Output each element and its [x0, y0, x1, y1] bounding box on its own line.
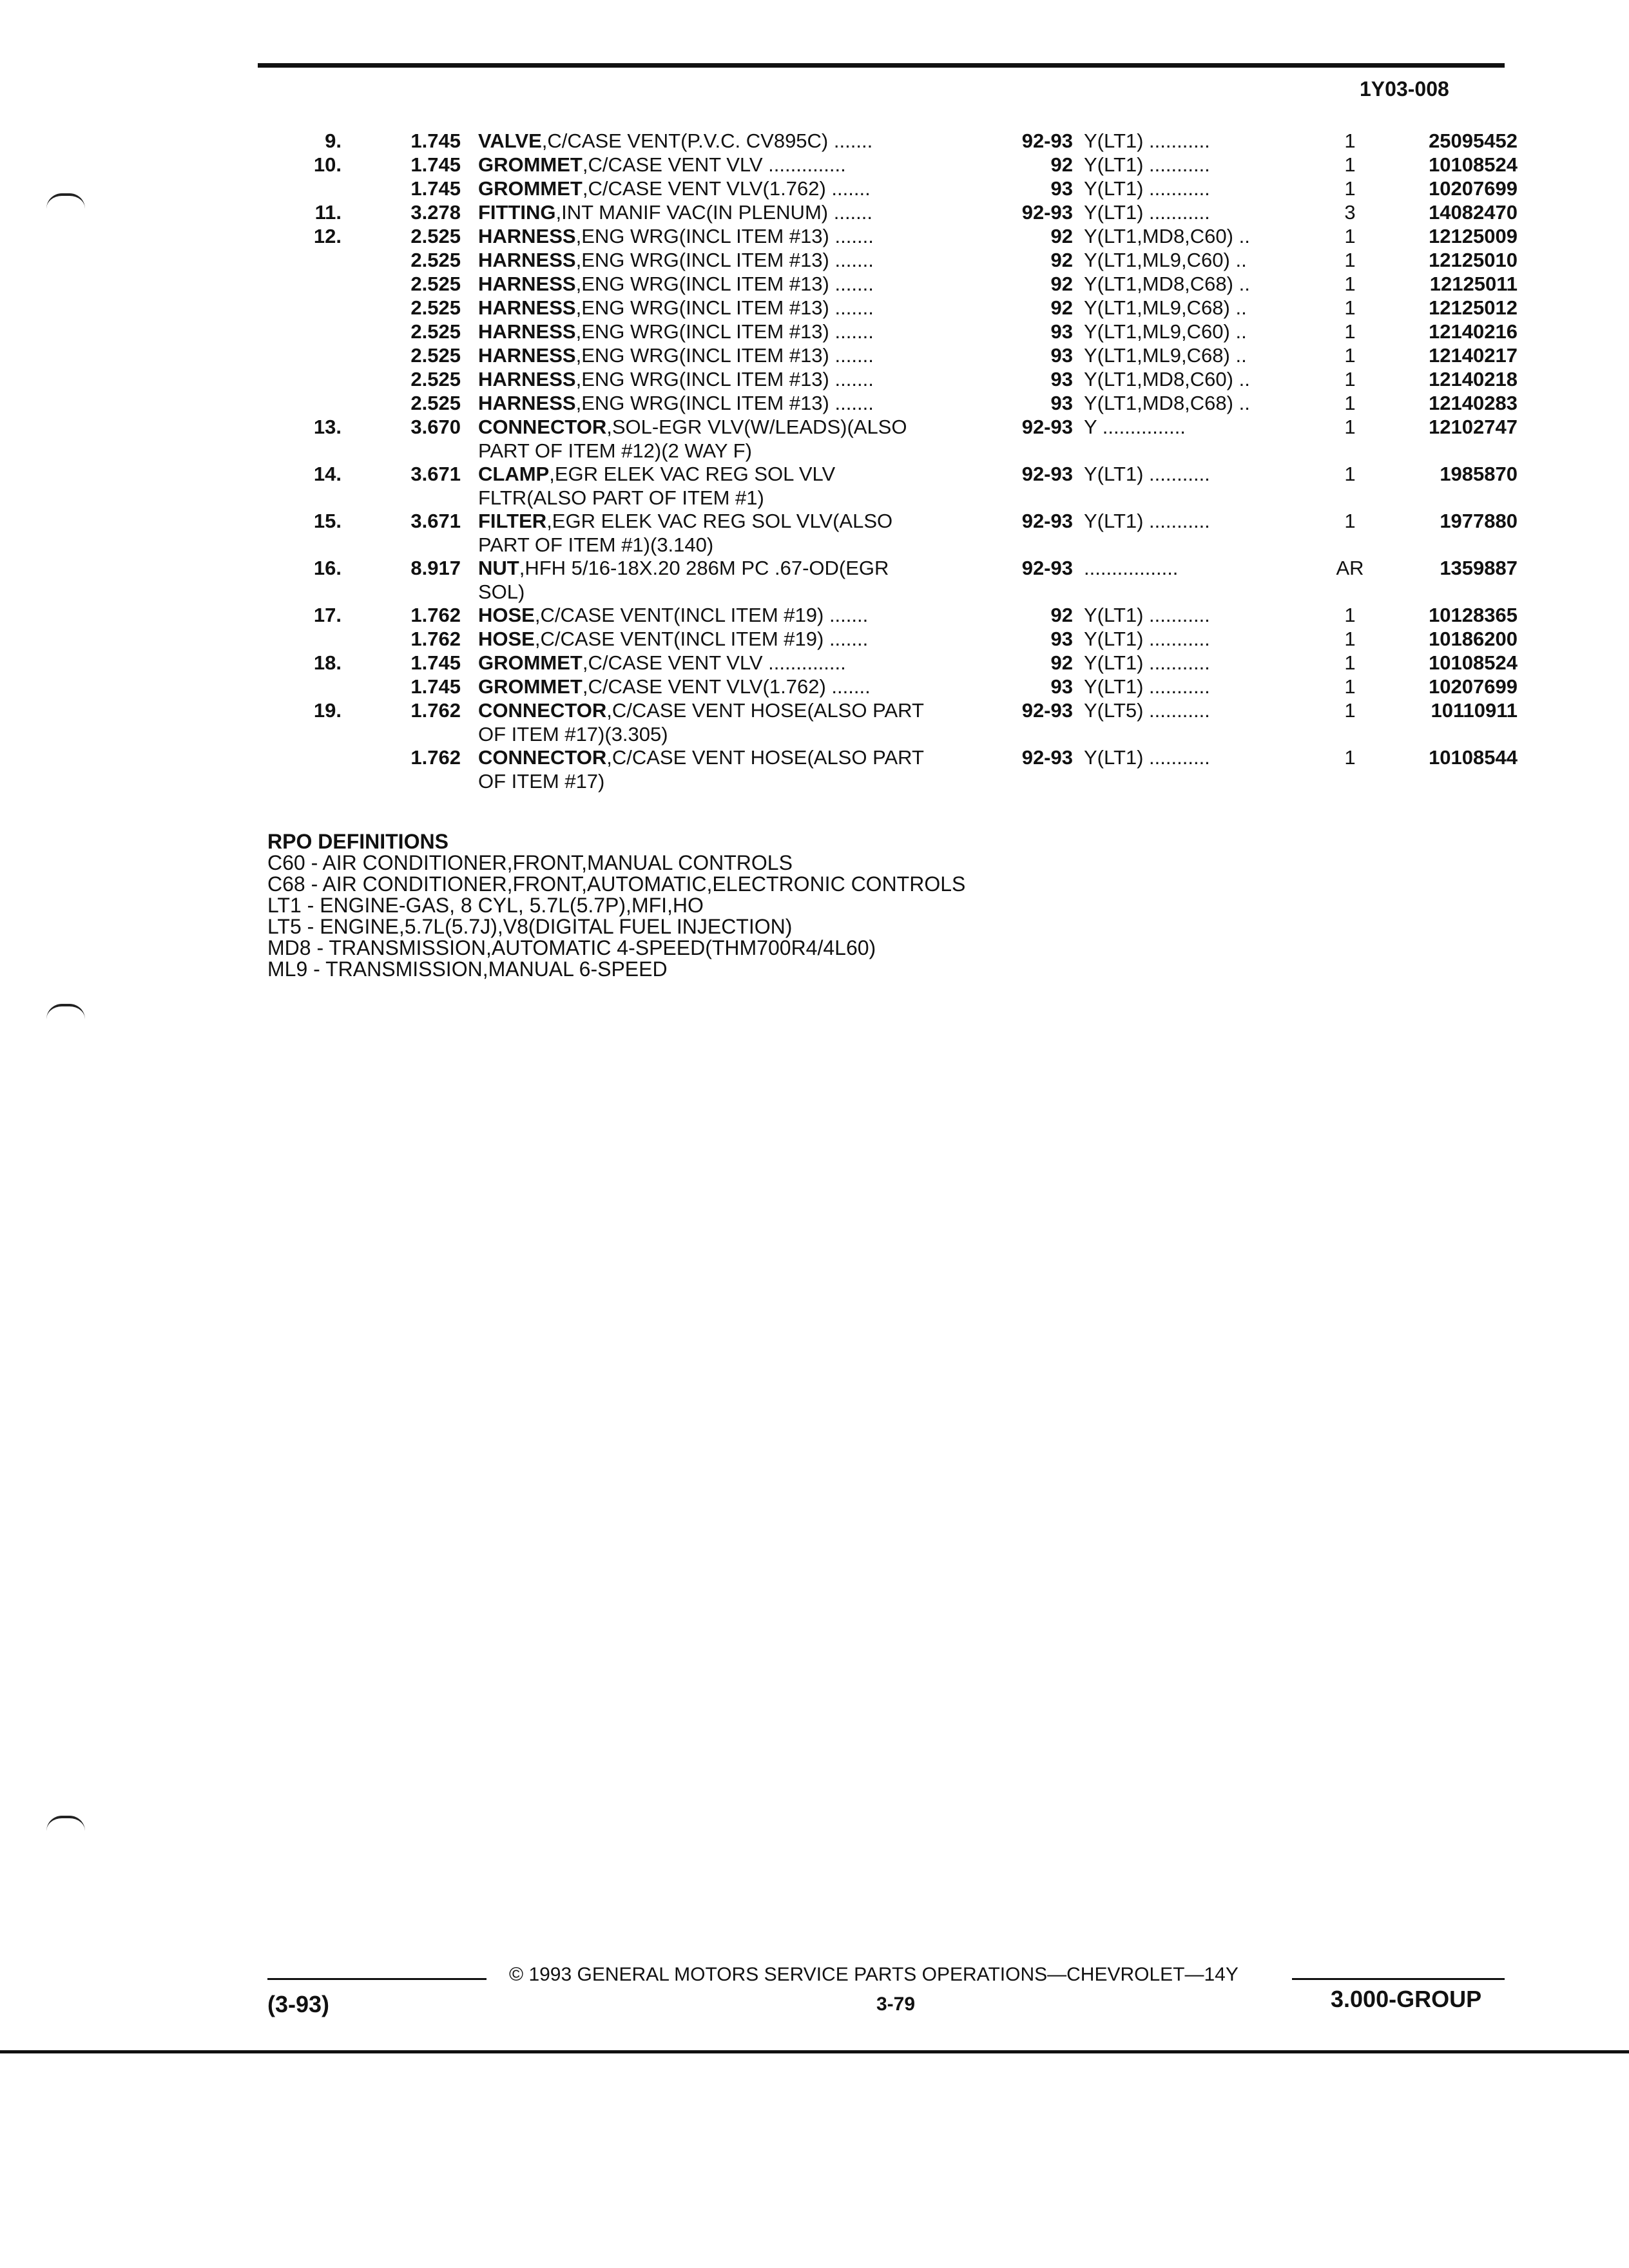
table-row [296, 153, 1521, 177]
part-number: 12140283 [1429, 392, 1518, 414]
part-number: 1985870 [1440, 463, 1518, 485]
quantity: 1 [1344, 153, 1356, 176]
part-number: 12140217 [1429, 344, 1518, 367]
table-row-continuation [296, 769, 1521, 793]
usage-code: Y ............... [1084, 416, 1186, 438]
quantity: 1 [1344, 675, 1356, 698]
part-number: 14082470 [1429, 201, 1518, 224]
part-detail: ,ENG WRG(INCL ITEM #13) [575, 344, 829, 367]
table-row [296, 272, 1521, 296]
item-number: 18. [313, 651, 342, 674]
quantity: 1 [1344, 392, 1356, 414]
model-year: 92-93 [1021, 510, 1073, 532]
part-name: CONNECTOR [478, 699, 607, 722]
item-number: 13. [313, 416, 342, 438]
figure-number: 2.525 [410, 273, 461, 295]
table-row [296, 603, 1521, 627]
usage-code: Y(LT1) ........... [1084, 604, 1210, 626]
rpo-line: C68 - AIR CONDITIONER,FRONT,AUTOMATIC,ELECTRONIC CONTROLS [267, 872, 966, 896]
table-row [296, 391, 1521, 415]
model-year: 93 [1050, 320, 1073, 343]
leader-dots: .............. [768, 153, 846, 176]
figure-number: 2.525 [410, 368, 461, 390]
table-row [296, 509, 1521, 533]
quantity: 1 [1344, 249, 1356, 271]
part-detail: ,C/CASE VENT(INCL ITEM #19) [534, 604, 824, 626]
usage-code: Y(LT1) ........... [1084, 153, 1210, 176]
top-rule [258, 63, 1505, 68]
usage-code: Y(LT1) ........... [1084, 130, 1210, 152]
part-number: 10110911 [1431, 699, 1518, 722]
part-detail: ,C/CASE VENT HOSE(ALSO PART [606, 699, 924, 722]
quantity: 1 [1344, 177, 1356, 200]
model-year: 92 [1050, 604, 1073, 626]
usage-code: Y(LT1,ML9,C60) .. [1084, 249, 1247, 271]
part-name: HARNESS [478, 320, 576, 343]
part-detail: ,EGR ELEK VAC REG SOL VLV(ALSO [546, 510, 893, 532]
figure-number: 1.762 [410, 699, 461, 722]
description-continuation: SOL) [478, 581, 525, 603]
description-continuation: OF ITEM #17) [478, 770, 605, 793]
usage-code: Y(LT1,ML9,C68) .. [1084, 344, 1247, 367]
figure-number: 2.525 [410, 320, 461, 343]
item-number: 19. [313, 699, 342, 722]
usage-code: Y(LT1) ........... [1084, 651, 1210, 674]
figure-number: 2.525 [410, 392, 461, 414]
part-number: 12102747 [1429, 416, 1518, 438]
table-row [296, 224, 1521, 248]
quantity: 1 [1344, 273, 1356, 295]
punch-mark [46, 193, 85, 209]
model-year: 92-93 [1021, 699, 1073, 722]
part-description [478, 248, 994, 272]
leader-dots: ....... [829, 628, 869, 650]
model-year: 92-93 [1021, 557, 1073, 579]
item-number: 10. [313, 153, 342, 176]
model-year: 92 [1050, 296, 1073, 319]
part-number: 12140218 [1429, 368, 1518, 390]
part-description [478, 272, 994, 296]
part-name: FILTER [478, 510, 547, 532]
part-detail: ,C/CASE VENT VLV [582, 651, 763, 674]
part-detail: ,C/CASE VENT(INCL ITEM #19) [534, 628, 824, 650]
figure-number: 2.525 [410, 296, 461, 319]
table-row [296, 367, 1521, 391]
part-name: HARNESS [478, 392, 576, 414]
table-row [296, 627, 1521, 651]
quantity: 1 [1344, 320, 1356, 343]
parts-list [296, 129, 1521, 793]
usage-code: Y(LT1) ........... [1084, 510, 1210, 532]
part-name: VALVE [478, 130, 542, 152]
leader-dots: ....... [834, 368, 874, 390]
part-description [478, 153, 994, 177]
figure-number: 1.745 [410, 177, 461, 200]
part-name: GROMMET [478, 675, 583, 698]
figure-number: 3.278 [410, 201, 461, 224]
part-name: GROMMET [478, 153, 583, 176]
table-row [296, 698, 1521, 722]
leader-dots: ....... [834, 392, 874, 414]
usage-code: Y(LT1) ........... [1084, 177, 1210, 200]
usage-code: Y(LT1,MD8,C68) .. [1084, 273, 1250, 295]
model-year: 93 [1050, 392, 1073, 414]
quantity: 1 [1344, 416, 1356, 438]
item-number: 9. [325, 130, 342, 152]
figure-number: 8.917 [410, 557, 461, 579]
part-number: 10108524 [1429, 153, 1518, 176]
model-year: 92-93 [1021, 201, 1073, 224]
leader-dots: ....... [833, 130, 873, 152]
table-row [296, 200, 1521, 224]
page-number: 3-79 [876, 1994, 916, 2015]
rpo-title: RPO DEFINITIONS [267, 830, 448, 853]
model-year: 93 [1050, 177, 1073, 200]
figure-number: 1.762 [410, 746, 461, 769]
part-detail: ,C/CASE VENT VLV(1.762) [582, 177, 826, 200]
rpo-line: LT5 - ENGINE,5.7L(5.7J),V8(DIGITAL FUEL INJECTION) [267, 915, 793, 938]
leader-dots: ....... [833, 201, 873, 224]
rpo-line: LT1 - ENGINE-GAS, 8 CYL, 5.7L(5.7P),MFI,HO [267, 894, 704, 917]
part-number: 12125011 [1429, 273, 1518, 295]
part-detail: ,C/CASE VENT VLV [582, 153, 763, 176]
group-label: 3.000-GROUP [1331, 1986, 1482, 2012]
table-row [296, 177, 1521, 200]
part-description [478, 415, 994, 439]
table-row [296, 651, 1521, 675]
item-number: 15. [313, 510, 342, 532]
usage-code: Y(LT1) ........... [1084, 201, 1210, 224]
model-year: 92 [1050, 249, 1073, 271]
part-description [478, 129, 994, 153]
part-name: HARNESS [478, 273, 576, 295]
part-number: 12125012 [1429, 296, 1518, 319]
part-number: 10186200 [1429, 628, 1518, 650]
part-detail: ,EGR ELEK VAC REG SOL VLV [549, 463, 836, 485]
part-name: HOSE [478, 604, 535, 626]
table-row [296, 556, 1521, 580]
model-year: 92-93 [1021, 416, 1073, 438]
part-description [478, 391, 994, 415]
usage-code: Y(LT1,ML9,C60) .. [1084, 320, 1247, 343]
description-continuation: FLTR(ALSO PART OF ITEM #1) [478, 486, 764, 509]
description-continuation: PART OF ITEM #12)(2 WAY F) [478, 439, 752, 462]
table-row [296, 462, 1521, 486]
model-year: 93 [1050, 368, 1073, 390]
table-row [296, 129, 1521, 153]
table-row [296, 415, 1521, 439]
part-detail: ,HFH 5/16-18X.20 286M PC .67-OD(EGR [519, 557, 889, 579]
usage-code: ................. [1084, 557, 1179, 579]
leader-dots: ....... [831, 675, 871, 698]
part-description [478, 367, 994, 391]
figure-number: 1.762 [410, 628, 461, 650]
figure-number: 1.745 [410, 675, 461, 698]
part-detail: ,ENG WRG(INCL ITEM #13) [575, 296, 829, 319]
quantity: 1 [1344, 225, 1356, 247]
part-name: HARNESS [478, 344, 576, 367]
leader-dots: ....... [834, 344, 874, 367]
part-description [478, 177, 994, 200]
usage-code: Y(LT1) ........... [1084, 463, 1210, 485]
leader-dots: ....... [834, 249, 874, 271]
quantity: 3 [1344, 201, 1356, 224]
part-description [478, 651, 994, 675]
quantity: AR [1336, 557, 1364, 579]
usage-code: Y(LT1,MD8,C68) .. [1084, 392, 1250, 414]
table-row [296, 745, 1521, 769]
model-year: 92 [1050, 273, 1073, 295]
figure-number: 3.670 [410, 416, 461, 438]
quantity: 1 [1344, 130, 1356, 152]
part-description [478, 509, 994, 533]
part-description [478, 675, 994, 698]
item-number: 12. [313, 225, 342, 247]
leader-dots: ....... [834, 296, 874, 319]
part-name: HARNESS [478, 296, 576, 319]
part-number: 10207699 [1429, 675, 1518, 698]
part-description [478, 224, 994, 248]
part-detail: ,ENG WRG(INCL ITEM #13) [575, 368, 829, 390]
usage-code: Y(LT1) ........... [1084, 746, 1210, 769]
model-year: 93 [1050, 628, 1073, 650]
usage-code: Y(LT1,MD8,C60) .. [1084, 368, 1250, 390]
figure-number: 1.745 [410, 130, 461, 152]
description-continuation: OF ITEM #17)(3.305) [478, 723, 668, 745]
part-name: HARNESS [478, 368, 576, 390]
page-reference: 1Y03-008 [1360, 77, 1449, 101]
item-number: 16. [313, 557, 342, 579]
table-row [296, 320, 1521, 343]
figure-number: 3.671 [410, 463, 461, 485]
part-number: 1359887 [1440, 557, 1518, 579]
part-number: 1977880 [1440, 510, 1518, 532]
leader-dots: ....... [834, 225, 874, 247]
part-description [478, 320, 994, 343]
leader-dots: ....... [834, 320, 874, 343]
figure-number: 2.525 [410, 344, 461, 367]
rpo-line: C60 - AIR CONDITIONER,FRONT,MANUAL CONTROLS [267, 851, 793, 874]
part-description [478, 745, 994, 769]
description-continuation: PART OF ITEM #1)(3.140) [478, 533, 714, 556]
part-description [478, 556, 994, 580]
item-number: 17. [313, 604, 342, 626]
part-name: GROMMET [478, 651, 583, 674]
quantity: 1 [1344, 628, 1356, 650]
part-name: CONNECTOR [478, 746, 607, 769]
copyright-line: © 1993 GENERAL MOTORS SERVICE PARTS OPERATIONS—CHEVROLET—14Y [509, 1964, 1239, 1985]
part-number: 12140216 [1429, 320, 1518, 343]
table-row-continuation [296, 439, 1521, 462]
part-number: 10108544 [1429, 746, 1518, 769]
part-number: 10207699 [1429, 177, 1518, 200]
part-name: HARNESS [478, 225, 576, 247]
part-description [478, 627, 994, 651]
usage-code: Y(LT1,MD8,C60) .. [1084, 225, 1250, 247]
table-row-continuation [296, 486, 1521, 509]
figure-number: 3.671 [410, 510, 461, 532]
model-year: 93 [1050, 344, 1073, 367]
part-name: HOSE [478, 628, 535, 650]
footer-rule-left [267, 1978, 487, 1980]
part-description [478, 698, 994, 722]
leader-dots: .............. [768, 651, 846, 674]
usage-code: Y(LT1,ML9,C68) .. [1084, 296, 1247, 319]
leader-dots: ....... [829, 604, 869, 626]
part-number: 10128365 [1429, 604, 1518, 626]
part-number: 12125009 [1429, 225, 1518, 247]
part-detail: ,ENG WRG(INCL ITEM #13) [575, 320, 829, 343]
quantity: 1 [1344, 651, 1356, 674]
quantity: 1 [1344, 746, 1356, 769]
table-row [296, 343, 1521, 367]
model-year: 93 [1050, 675, 1073, 698]
leader-dots: ....... [831, 177, 871, 200]
quantity: 1 [1344, 604, 1356, 626]
item-number: 11. [314, 201, 342, 224]
bottom-rule [0, 2050, 1629, 2053]
footer-rule-right [1292, 1978, 1505, 1980]
figure-number: 1.762 [410, 604, 461, 626]
part-detail: ,SOL-EGR VLV(W/LEADS)(ALSO [606, 416, 907, 438]
figure-number: 1.745 [410, 153, 461, 176]
part-name: FITTING [478, 201, 556, 224]
part-name: CONNECTOR [478, 416, 607, 438]
quantity: 1 [1344, 344, 1356, 367]
usage-code: Y(LT1) ........... [1084, 675, 1210, 698]
rpo-line: ML9 - TRANSMISSION,MANUAL 6-SPEED [267, 957, 668, 981]
part-number: 10108524 [1429, 651, 1518, 674]
part-description [478, 603, 994, 627]
part-name: NUT [478, 557, 519, 579]
part-number: 12125010 [1429, 249, 1518, 271]
part-description [478, 462, 994, 486]
table-row [296, 296, 1521, 320]
model-year: 92 [1050, 225, 1073, 247]
rpo-definitions [267, 831, 965, 980]
table-row [296, 248, 1521, 272]
part-description [478, 296, 994, 320]
table-row-continuation [296, 580, 1521, 603]
item-number: 14. [313, 463, 342, 485]
part-detail: ,ENG WRG(INCL ITEM #13) [575, 273, 829, 295]
table-row [296, 675, 1521, 698]
part-detail: ,INT MANIF VAC(IN PLENUM) [555, 201, 829, 224]
usage-code: Y(LT5) ........... [1084, 699, 1210, 722]
figure-number: 2.525 [410, 225, 461, 247]
usage-code: Y(LT1) ........... [1084, 628, 1210, 650]
footer-date: (3-93) [267, 1991, 330, 2017]
part-detail: ,C/CASE VENT HOSE(ALSO PART [606, 746, 924, 769]
model-year: 92-93 [1021, 746, 1073, 769]
part-detail: ,ENG WRG(INCL ITEM #13) [575, 225, 829, 247]
quantity: 1 [1344, 368, 1356, 390]
figure-number: 1.745 [410, 651, 461, 674]
quantity: 1 [1344, 296, 1356, 319]
table-row-continuation [296, 533, 1521, 556]
punch-mark [46, 1816, 85, 1831]
part-detail: ,ENG WRG(INCL ITEM #13) [575, 249, 829, 271]
model-year: 92 [1050, 153, 1073, 176]
punch-mark [46, 1004, 85, 1019]
model-year: 92-93 [1021, 463, 1073, 485]
part-description [478, 200, 994, 224]
model-year: 92 [1050, 651, 1073, 674]
part-detail: ,C/CASE VENT(P.V.C. CV895C) [541, 130, 829, 152]
leader-dots: ....... [834, 273, 874, 295]
part-detail: ,ENG WRG(INCL ITEM #13) [575, 392, 829, 414]
figure-number: 2.525 [410, 249, 461, 271]
part-name: HARNESS [478, 249, 576, 271]
part-detail: ,C/CASE VENT VLV(1.762) [582, 675, 826, 698]
part-description [478, 343, 994, 367]
table-row-continuation [296, 722, 1521, 745]
quantity: 1 [1344, 699, 1356, 722]
quantity: 1 [1344, 510, 1356, 532]
part-number: 25095452 [1429, 130, 1518, 152]
model-year: 92-93 [1021, 130, 1073, 152]
part-name: GROMMET [478, 177, 583, 200]
rpo-line: MD8 - TRANSMISSION,AUTOMATIC 4-SPEED(THM700R4/4L60) [267, 936, 876, 959]
part-name: CLAMP [478, 463, 550, 485]
quantity: 1 [1344, 463, 1356, 485]
